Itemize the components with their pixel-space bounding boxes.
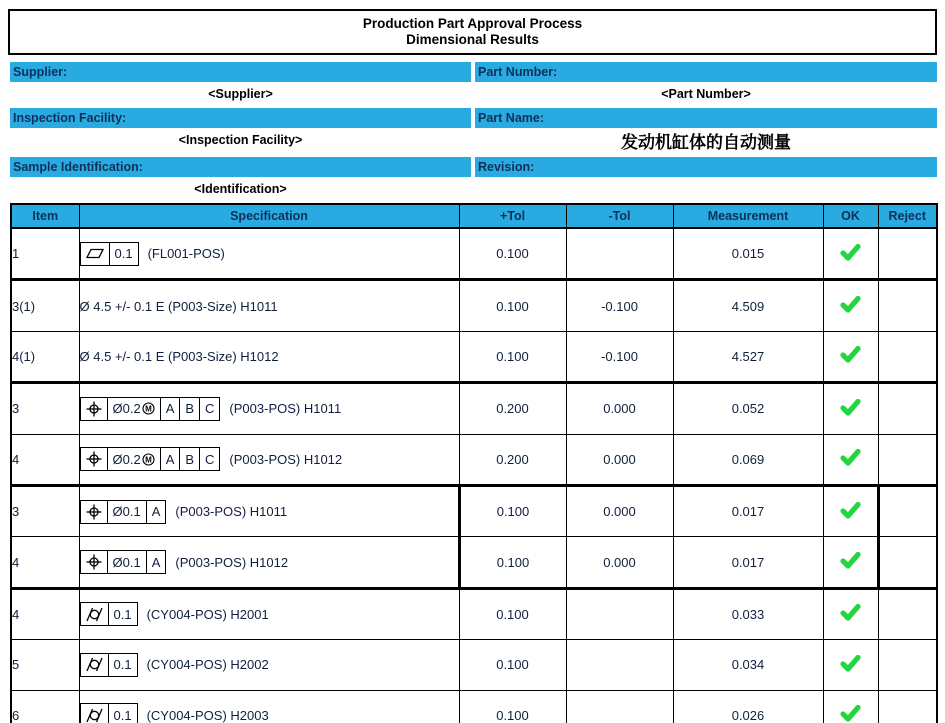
item-cell: 4 [11,588,79,639]
flatness-icon [86,248,104,259]
report-title-line1: Production Part Approval Process [362,16,583,31]
check-icon [840,655,861,672]
frame-value: 0.1 [113,606,132,622]
frame-cell [107,448,160,470]
supplier-label: Supplier: [13,65,68,79]
column-header-specification: Specification [79,204,459,228]
column-header-measurement: Measurement [673,204,823,228]
svg-text:M: M [144,455,152,465]
sample-identification-label: Sample Identification: [13,160,143,174]
mmc-modifier-icon [142,453,155,466]
mmc-modifier-icon [142,402,155,415]
item-cell: 3 [11,485,79,536]
minus-tol-cell: 0.000 [566,383,673,434]
frame-cell [107,398,160,420]
plus-tol-cell: 0.100 [459,228,566,280]
reject-cell [878,640,937,690]
item-cell: 3 [11,383,79,434]
position-icon [86,554,102,570]
frame-value: B [185,401,195,417]
frame-cell [108,704,137,723]
reject-cell [878,690,937,723]
spec-suffix: (FL001-POS) [147,246,225,262]
specification-cell [79,228,459,280]
spec-text: Ø 4.5 +/- 0.1 E (P003-Size) H1012 [79,348,279,364]
part-number-label: Part Number: [478,65,558,79]
frame-cell [199,398,219,420]
measurement-cell: 4.527 [673,331,823,382]
cylindricity-icon [86,657,103,672]
frame-value: B [185,451,195,467]
ok-cell [823,331,878,382]
column-header-item: Item [11,204,79,228]
position-icon [86,451,102,467]
check-icon [840,296,861,313]
table-body [11,228,937,723]
specification-cell [79,434,459,485]
frame-cell [81,603,108,625]
spec-suffix: (P003-POS) H1012 [229,451,343,467]
part-number-label-bar [475,62,937,82]
part-name-value: 发动机缸体的自动测量 [621,132,791,152]
check-icon [840,604,861,621]
item-cell: 5 [11,640,79,690]
reject-cell [878,331,937,382]
feature-control-frame [80,397,221,421]
feature-control-frame [80,500,167,524]
minus-tol-cell: 0.000 [566,434,673,485]
supplier-label-bar [10,62,471,82]
feature-control-frame [80,703,138,723]
frame-value: Ø0.2 [112,451,141,467]
frame-cell [199,448,219,470]
frame-cell [81,448,107,470]
minus-tol-cell: -0.100 [566,280,673,331]
measurement-cell: 0.069 [673,434,823,485]
check-icon [840,552,861,569]
plus-tol-cell: 0.200 [459,383,566,434]
frame-cell [108,654,137,676]
report-title-box [8,9,937,55]
spec-suffix: (P003-POS) H1011 [229,401,342,417]
minus-tol-cell [566,640,673,690]
column-header-reject: Reject [878,204,937,228]
spec-suffix: (CY004-POS) H2003 [146,707,269,723]
ok-cell [823,228,878,280]
measurement-cell: 4.509 [673,280,823,331]
item-cell: 4 [11,537,79,588]
frame-cell [81,704,108,723]
measurement-cell: 0.033 [673,588,823,639]
frame-cell [107,551,146,573]
specification-cell [79,331,459,382]
plus-tol-cell: 0.100 [459,537,566,588]
minus-tol-cell: 0.000 [566,485,673,536]
specification-cell [79,640,459,690]
sample-identification-value: <Identification> [194,182,287,196]
frame-value: A [151,504,161,520]
reject-cell [878,537,937,588]
ok-cell [823,640,878,690]
check-icon [840,502,861,519]
frame-value: Ø0.1 [112,504,141,520]
spec-suffix: (CY004-POS) H2002 [146,657,269,673]
measurement-cell: 0.017 [673,537,823,588]
specification-cell [79,588,459,639]
check-icon [840,449,861,466]
sample-identification-label-bar [10,157,471,177]
table-row [11,434,937,485]
part-name-label: Part Name: [478,111,544,125]
supplier-value: <Supplier> [208,87,273,101]
frame-cell [81,398,107,420]
plus-tol-cell: 0.100 [459,588,566,639]
frame-cell [81,501,107,523]
reject-cell [878,588,937,639]
specification-cell [79,485,459,536]
spec-suffix: (P003-POS) H1011 [175,504,288,520]
item-cell: 4(1) [11,331,79,382]
table-row [11,280,937,331]
minus-tol-cell: 0.000 [566,537,673,588]
ok-cell [823,485,878,536]
revision-label-bar [475,157,937,177]
inspection-facility-label-bar [10,108,471,128]
measurement-cell: 0.034 [673,640,823,690]
check-icon [840,346,861,363]
frame-cell [108,603,137,625]
feature-control-frame [80,602,138,626]
inspection-facility-value: <Inspection Facility> [178,133,303,147]
spec-suffix: (CY004-POS) H2001 [146,606,269,622]
minus-tol-cell [566,588,673,639]
plus-tol-cell: 0.100 [459,640,566,690]
ok-cell [823,690,878,723]
table-header-row [11,204,937,228]
frame-cell [81,654,108,676]
dimensional-results-table [10,203,938,723]
revision-label: Revision: [478,160,535,174]
column-header-ok: OK [823,204,878,228]
ok-cell [823,537,878,588]
ok-cell [823,280,878,331]
plus-tol-cell: 0.100 [459,690,566,723]
reject-cell [878,485,937,536]
specification-cell [79,690,459,723]
table-row [11,383,937,434]
frame-value: 0.1 [113,707,132,723]
reject-cell [878,280,937,331]
item-cell: 3(1) [11,280,79,331]
measurement-cell: 0.015 [673,228,823,280]
position-icon [86,504,102,520]
minus-tol-cell [566,690,673,723]
frame-cell [81,243,109,265]
frame-value: Ø0.2 [112,401,141,417]
check-icon [840,705,861,722]
plus-tol-cell: 0.100 [459,331,566,382]
frame-value: C [205,401,215,417]
column-header-minus-tol: -Tol [566,204,673,228]
revision-value [475,179,937,199]
frame-value: A [151,554,161,570]
specification-cell [79,537,459,588]
frame-value: A [165,451,175,467]
frame-cell [179,448,199,470]
position-icon [86,401,102,417]
table-row [11,690,937,723]
reject-cell [878,383,937,434]
feature-control-frame [80,653,138,677]
frame-cell [146,551,166,573]
report-title-line2: Dimensional Results [406,32,539,47]
reject-cell [878,228,937,280]
part-number-value: <Part Number> [661,87,751,101]
ok-cell [823,434,878,485]
specification-cell [79,383,459,434]
feature-control-frame [80,242,139,266]
cylindricity-icon [86,708,103,723]
frame-value: Ø0.1 [112,554,141,570]
spec-text: Ø 4.5 +/- 0.1 E (P003-Size) H1011 [79,298,278,314]
measurement-cell: 0.052 [673,383,823,434]
check-icon [840,244,861,261]
table-row [11,228,937,280]
frame-cell [160,398,180,420]
table-row [11,331,937,382]
frame-cell [109,243,138,265]
measurement-cell: 0.026 [673,690,823,723]
table-row [11,640,937,690]
item-cell: 6 [11,690,79,723]
frame-value: A [165,401,175,417]
check-icon [840,399,861,416]
frame-cell [179,398,199,420]
frame-cell [107,501,146,523]
table-row [11,588,937,639]
frame-value: 0.1 [114,246,133,262]
table-row [11,485,937,536]
frame-cell [160,448,180,470]
plus-tol-cell: 0.100 [459,280,566,331]
plus-tol-cell: 0.100 [459,485,566,536]
item-cell: 4 [11,434,79,485]
frame-value: 0.1 [113,657,132,673]
plus-tol-cell: 0.200 [459,434,566,485]
item-cell: 1 [11,228,79,280]
frame-cell [81,551,107,573]
feature-control-frame [80,550,167,574]
frame-cell [146,501,166,523]
minus-tol-cell [566,228,673,280]
column-header-plus-tol: +Tol [459,204,566,228]
inspection-facility-label: Inspection Facility: [13,111,127,125]
ok-cell [823,383,878,434]
measurement-cell: 0.017 [673,485,823,536]
table-row [11,537,937,588]
svg-text:M: M [144,404,152,414]
minus-tol-cell: -0.100 [566,331,673,382]
reject-cell [878,434,937,485]
spec-suffix: (P003-POS) H1012 [175,554,289,570]
ok-cell [823,588,878,639]
frame-value: C [205,451,215,467]
part-name-label-bar [475,108,937,128]
cylindricity-icon [86,607,103,622]
feature-control-frame [80,447,221,471]
specification-cell [79,280,459,331]
